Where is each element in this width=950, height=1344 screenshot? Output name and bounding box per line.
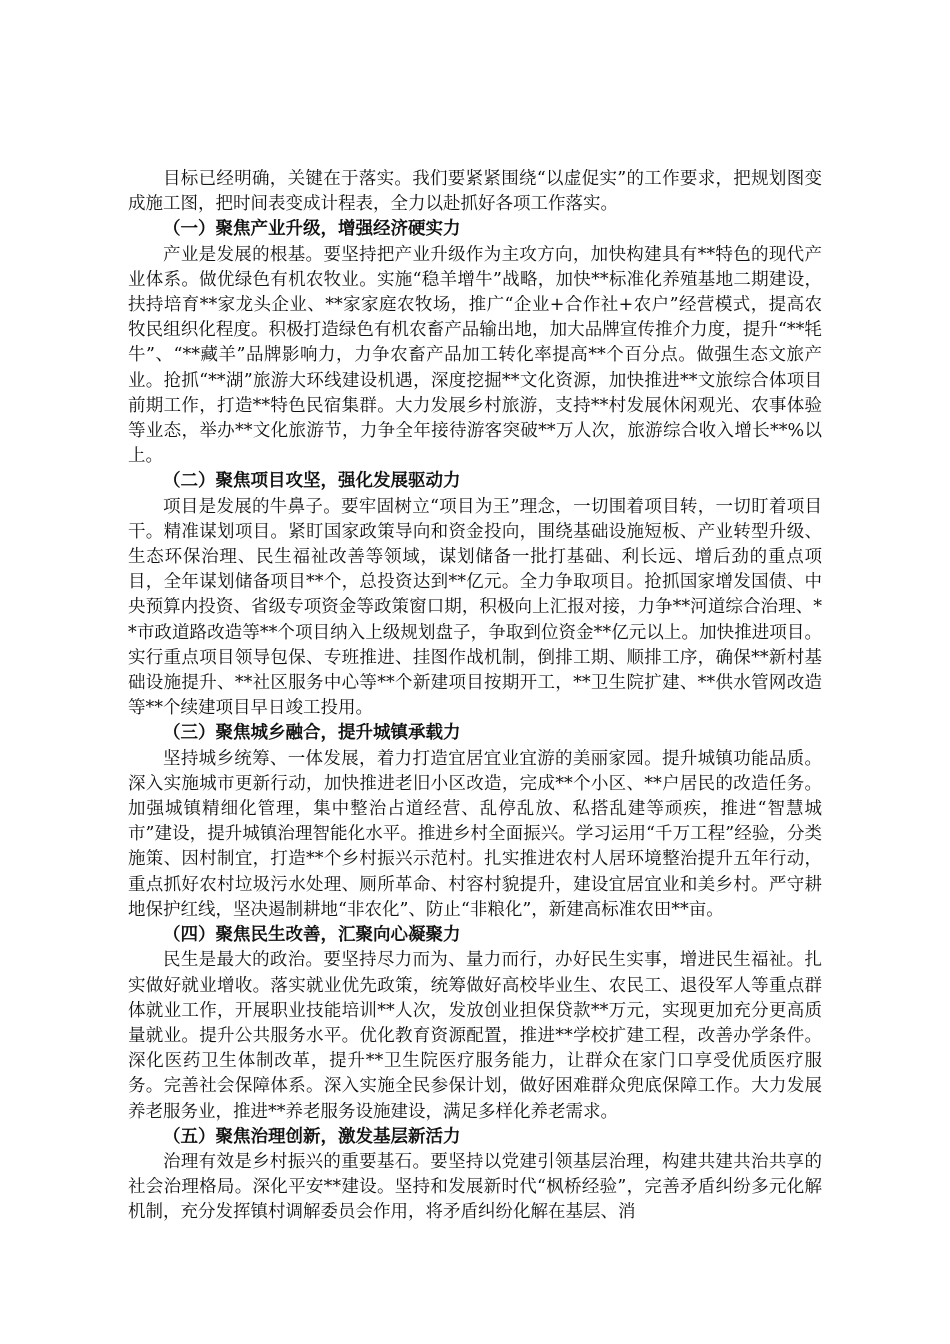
section-5-paragraph: 治理有效是乡村振兴的重要基石。要坚持以党建引领基层治理，构建共建共治共享的社会治理格局。深化平安**建设。坚持和发展新时代“枫桥经验”，完善矛盾纠纷多元化解机制，充分发挥镇村调解委员会作用，将矛盾纠纷化解在基层、消 xyxy=(128,1151,822,1223)
section-5-heading: （五）聚焦治理创新，激发基层新活力 xyxy=(163,1126,461,1147)
intro-paragraph: 目标已经明确，关键在于落实。我们要紧紧围绕“以虚促实”的工作要求，把规划图变成施工图，把时间表变成计程表，全力以赴抓好各项工作落实。 xyxy=(128,169,822,215)
section-1-paragraph: 产业是发展的根基。要坚持把产业升级作为主攻方向，加快构建具有**特色的现代产业体系。做优绿色有机农牧业。实施“稳羊增牛”战略，加快**标准化养殖基地二期建设，扶持培育**家龙头企业、**家家庭农牧场，推广“企业+合作社+农户”经营模式，提高农牧民组织化程度。积极打造绿色有机农畜产品输出地，加大品牌宣传推介力度，提升“**牦牛”、“**藏羊”品牌影响力，力争农畜产品加工转化率提高**个百分点。做强生态文旅产业。抢抓“**湖”旅游大环线建设机遇，深度挖掘**文化资源，加快推进**文旅综合体项目前期工作，打造**特色民宿集群。大力发展乡村旅游，支持**村发展休闲观光、农事体验等业态，举办**文化旅游节，力争全年接待游客突破**万人次，旅游综合收入增长**%以上。 xyxy=(128,244,822,467)
section-4-paragraph: 民生是最大的政治。要坚持尽力而为、量力而行，办好民生实事，增进民生福祉。扎实做好就业增收。落实就业优先政策，统筹做好高校毕业生、农民工、退役军人等重点群体就业工作，开展职业技能培训**人次，发放创业担保贷款**万元，实现更加充分更高质量就业。提升公共服务水平。优化教育资源配置，推进**学校扩建工程，改善办学条件。深化医药卫生体制改革，提升**卫生院医疗服务能力，让群众在家门口享受优质医疗服务。完善社会保障体系。深入实施全民参保计划，做好困难群众兜底保障工作。大力发展养老服务业，推进**养老服务设施建设，满足多样化养老需求。 xyxy=(128,950,822,1122)
document-body xyxy=(128,167,822,1226)
section-3-paragraph: 坚持城乡统筹、一体发展，着力打造宜居宜业宜游的美丽家园。提升城镇功能品质。深入实施城市更新行动，加快推进老旧小区改造，完成**个小区、**户居民的改造任务。加强城镇精细化管理，集中整治占道经营、乱停乱放、私搭乱建等顽疾，推进“智慧城市”建设，提升城镇治理智能化水平。推进乡村全面振兴。学习运用“千万工程”经验，分类施策、因村制宜，打造**个乡村振兴示范村。扎实推进农村人居环境整治提升五年行动，重点抓好农村垃圾污水处理、厕所革命、村容村貌提升，建设宜居宜业和美乡村。严守耕地保护红线，坚决遏制耕地“非农化”、防止“非粮化”，新建高标准农田**亩。 xyxy=(128,748,822,920)
section-1-heading: （一）聚焦产业升级，增强经济硬实力 xyxy=(163,219,461,240)
section-4-heading: （四）聚焦民生改善，汇聚向心凝聚力 xyxy=(163,925,461,946)
section-2-heading: （二）聚焦项目攻坚，强化发展驱动力 xyxy=(163,471,461,492)
section-3-heading: （三）聚焦城乡融合，提升城镇承载力 xyxy=(163,723,461,744)
section-2-paragraph: 项目是发展的牛鼻子。要牢固树立“项目为王”理念，一切围着项目转，一切盯着项目干。精准谋划项目。紧盯国家政策导向和资金投向，围绕基础设施短板、产业转型升级、生态环保治理、民生福祉改善等领域，谋划储备一批打基础、利长远、增后劲的重点项目，全年谋划储备项目**个，总投资达到**亿元。全力争取项目。抢抓国家增发国债、中央预算内投资、省级专项资金等政策窗口期，积极向上汇报对接，力争**河道综合治理、**市政道路改造等**个项目纳入上级规划盘子，争取到位资金**亿元以上。加快推进项目。实行重点项目领导包保、专班推进、挂图作战机制，倒排工期、顺排工序，确保**新村基础设施提升、**社区服务中心等**个新建项目按期开工，**卫生院扩建、**供水管网改造等**个续建项目早日竣工投用。 xyxy=(128,496,822,719)
